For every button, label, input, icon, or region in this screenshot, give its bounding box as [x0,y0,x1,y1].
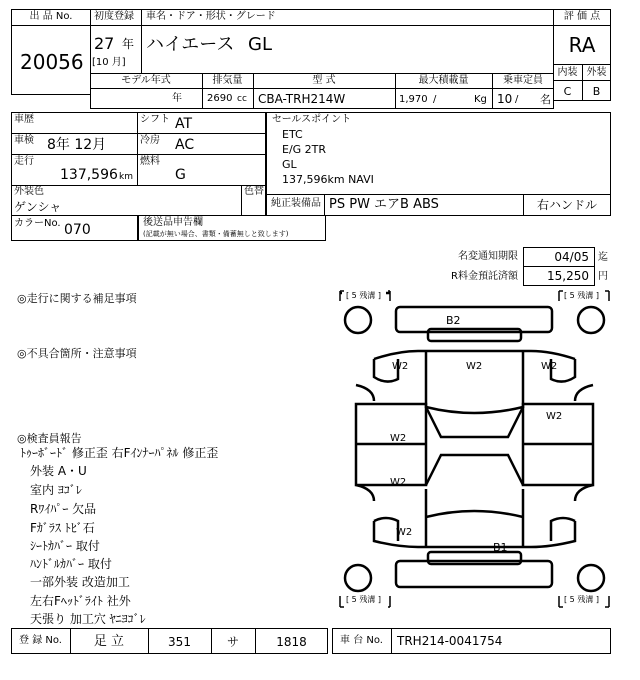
inspector-line-2: 外装 A・U [30,464,87,478]
inspector-line-6: ｼｰﾄｶﾊﾞｰ 取付 [30,539,100,553]
car-name: ハイエース [146,34,235,55]
mark-roof: W2 [466,361,483,372]
history-label: 車歴 [14,114,34,125]
name-change-label: 名変通知期限 [458,251,518,262]
sales-point-3: GL [282,158,297,171]
fuel-label: 燃料 [140,156,160,167]
recycle: 15,250 [547,269,589,283]
shift: AT [175,116,193,132]
reg-kana: サ [226,635,239,649]
vehicle-diagram [338,289,611,609]
grade: GL [248,34,272,55]
reg-month: [10 月] [92,57,126,68]
recycle-unit: 円 [598,271,608,282]
eval-score: RA [568,33,596,57]
mileage-unit: km [119,172,133,182]
car-name-label: 車名・ドア・形状・グレード [146,11,276,22]
aftermarket-note: (記載が無い場合、書類・備蓄無しと致します) [143,230,289,238]
recycle-label: R料金預託済額 [451,271,518,282]
sales-point-4: 137,596km NAVI [282,173,374,186]
reg-year-unit: 年 [122,37,135,51]
reg-no-label: 登 録 No. [19,635,62,646]
lot-no-label: 出 品 No. [29,11,73,22]
exterior-score: B [592,85,601,98]
tire-label-rr: [ 5 残溝 ] [564,291,599,300]
chassis-label: 車 台 No. [340,635,383,646]
displacement: 2690 [207,93,233,104]
inspector-line-4: Rﾜｲﾊﾟｰ 欠品 [30,502,97,516]
color-no: 070 [64,222,91,238]
capacity-sep: / [515,94,519,105]
name-change: 04/05 [554,250,589,264]
exterior-label: 外装 [586,67,607,78]
color-no-label: カラーNo. [14,218,61,229]
reg-class: 351 [168,635,191,649]
max-load: 1,970 [399,94,428,105]
ext-color: ゲンシャ [14,200,62,214]
first-reg-label: 初度登録 [94,11,134,22]
driving-notes-label: ◎走行に関する補足事項 [17,292,137,305]
ac-label: 冷房 [140,135,160,146]
mark-rear-bumper: B2 [446,314,461,327]
lot-no: 20056 [20,50,84,74]
interior-label: 内装 [557,67,578,78]
sales-points-label: セールスポイント [272,114,352,125]
shift-label: シフト [140,114,170,125]
model-year-label: モデル年式 [121,75,171,86]
max-load-label: 最大積載量 [418,75,469,86]
capacity-unit: 名 [540,93,551,106]
model: CBA-TRH214W [258,92,346,106]
defects-notes-label: ◎不具合箇所・注意事項 [17,347,137,360]
capacity: 10 [497,92,513,106]
mark-left-side-lower: W2 [390,477,407,488]
tire-label-fl: [ 5 残溝 ] [346,595,381,604]
model-year-unit: 年 [172,93,182,104]
aftermarket-label: 後送品申告欄 [143,217,203,228]
mark-left-side-upper: W2 [390,433,407,444]
equipment-items: PS PW エアB ABS [329,197,439,212]
sales-point-2: E/G 2TR [282,143,327,156]
inspector-line-10: 天張り 加工穴 ﾔﾆﾖｺﾞﾚ [30,612,146,626]
ac: AC [175,137,195,153]
mark-left-front: W2 [396,527,413,538]
inspector-line-3: 室内 ﾖｺﾞﾚ [30,483,82,497]
tire-label-rl: [ 5 残溝 ] [346,291,381,300]
color-change-label: 色替 [244,186,264,197]
inspector-line-5: Fｶﾞﾗｽ ﾄﾋﾞ石 [30,521,95,535]
interior-score: C [563,85,572,98]
sales-point-1: ETC [282,128,303,141]
inspector-line-7: ﾊﾝﾄﾞﾙｶﾊﾞｰ 取付 [30,557,112,571]
reg-year: 27 [94,34,115,53]
inspector-line-8: 一部外装 改造加工 [30,575,130,589]
inspection: 8年 12月 [47,137,107,153]
mileage-label: 走行 [14,156,34,167]
max-load-sep: / [433,94,437,105]
max-load-unit: Kg [474,94,487,105]
displacement-unit: cc [237,94,247,104]
mark-right-rear: W2 [541,361,558,372]
mark-right-side: W2 [546,411,563,422]
inspection-label: 車検 [14,135,34,146]
capacity-label: 乗車定員 [503,75,543,86]
mark-left-rear: W2 [392,361,409,372]
eval-label: 評 価 点 [563,11,601,22]
inspector-line-9: 左右Fﾍｯﾄﾞﾗｲﾄ 社外 [30,594,131,608]
reg-number: 1818 [276,635,307,649]
fuel: G [175,167,186,183]
displacement-label: 排気量 [212,75,243,86]
inspector-line-1: ﾄｩｰﾎﾞｰﾄﾞ 修正歪 右Fｲﾝﾅｰﾊﾟﾈﾙ 修正歪 [20,446,219,460]
chassis-number: TRH214-0041754 [397,634,503,648]
mark-front-bumper: B1 [493,541,508,554]
inspector-report-label: ◎検査員報告 [17,432,82,445]
reg-area: 足 立 [93,634,125,649]
name-change-unit: 迄 [598,252,608,263]
tire-label-fr: [ 5 残溝 ] [564,595,599,604]
steering: 右ハンドル [536,198,597,212]
model-label: 型 式 [312,75,336,86]
equipment-label: 純正装備品 [271,198,321,209]
mileage: 137,596 [60,167,118,183]
ext-color-label: 外装色 [14,186,44,197]
